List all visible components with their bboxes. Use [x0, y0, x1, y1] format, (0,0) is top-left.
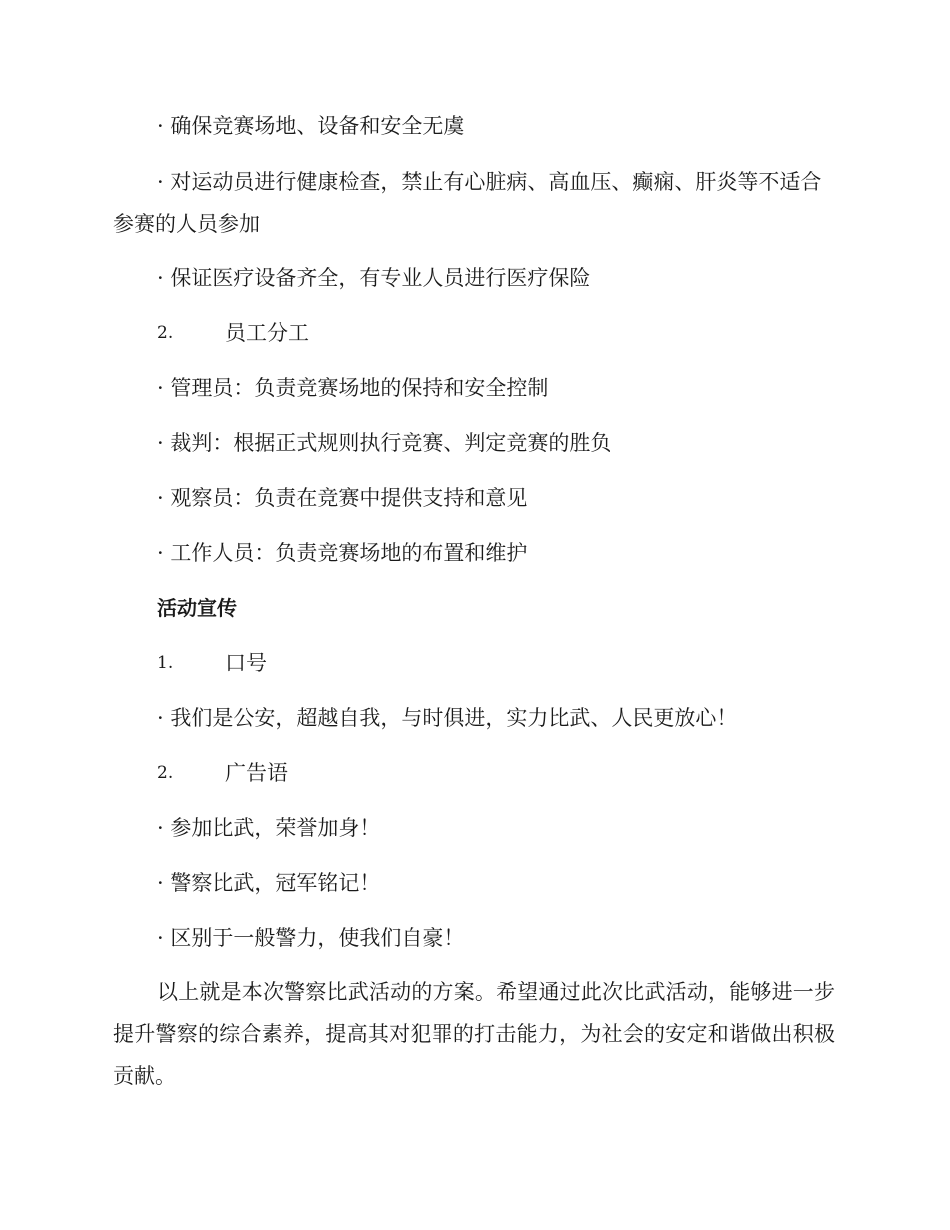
list-item: · 警察比武，冠军铭记！ — [157, 871, 381, 895]
list-number: 1. — [157, 653, 174, 673]
section-heading: 活动宣传 — [157, 596, 237, 620]
numbered-subheading-slogan — [157, 648, 267, 678]
list-number: 2. — [157, 323, 174, 343]
list-item: · 管理员：负责竞赛场地的保持和安全控制 — [157, 376, 549, 400]
list-item: · 参加比武，荣誉加身！ — [157, 816, 381, 840]
list-item: · 观察员：负责在竞赛中提供支持和意见 — [157, 486, 528, 510]
subheading-title: 口号 — [225, 651, 267, 675]
list-item: · 裁判：根据正式规则执行竞赛、判定竞赛的胜负 — [157, 431, 612, 455]
subheading-title: 员工分工 — [225, 321, 309, 345]
list-item: · 保证医疗设备齐全，有专业人员进行医疗保险 — [157, 266, 591, 290]
subheading-title: 广告语 — [225, 761, 288, 785]
list-item: · 工作人员：负责竞赛场地的布置和维护 — [157, 541, 528, 565]
list-item: · 我们是公安，超越自我，与时俱进，实力比武、人民更放心！ — [157, 706, 738, 730]
numbered-subheading-ads — [157, 758, 288, 788]
list-item: · 对运动员进行健康检查，禁止有心脏病、高血压、癫痫、肝炎等不适合参赛的人员参加 — [113, 170, 822, 236]
numbered-subheading-staff — [157, 318, 309, 348]
list-number: 2. — [157, 763, 174, 783]
conclusion-paragraph: 以上就是本次警察比武活动的方案。希望通过此次比武活动，能够进一步提升警察的综合素养，提高其对犯罪的打击能力，为社会的安定和谐做出积极贡献。 — [113, 980, 835, 1088]
list-item: · 区别于一般警力，使我们自豪！ — [157, 926, 465, 950]
list-item: · 确保竞赛场地、设备和安全无虞 — [157, 114, 465, 138]
